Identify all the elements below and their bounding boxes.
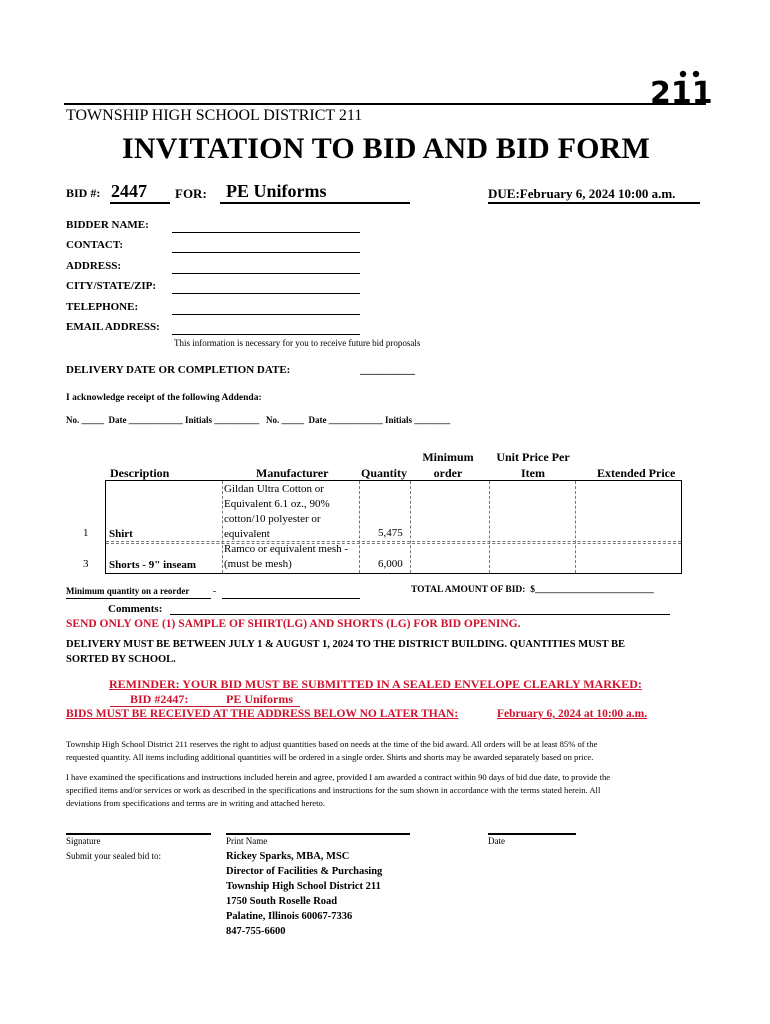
row-2-manufacturer <box>224 542 348 572</box>
col-divider <box>410 481 411 573</box>
contact-city: Palatine, Illinois 60067-7336 <box>226 911 353 922</box>
manufacturer-line: Ramco or equivalent mesh - <box>224 543 349 555</box>
due-label: DUE: <box>488 186 520 201</box>
sample-note: SEND ONLY ONE (1) SAMPLE OF SHIRT(LG) AND SHORTS (LG) FOR BID OPENING. <box>66 618 521 630</box>
header-unit-price-line2: Item <box>521 466 545 480</box>
paragraph-line: I have examined the specifications and instructions included herein and agree, provided I am awarded a contract within 90 days of bid due date, to provide the <box>66 772 611 782</box>
addenda-acknowledgement: I acknowledge receipt of the following Addenda: <box>66 393 262 403</box>
manufacturer-line: Equivalent 6.1 oz., 90% <box>224 498 330 510</box>
email-field[interactable] <box>172 334 360 335</box>
for-label: FOR: <box>175 186 207 201</box>
print-name-label: Print Name <box>226 836 268 846</box>
submission-address <box>226 849 382 939</box>
due-date <box>488 186 675 202</box>
row-2-number: 3 <box>83 558 89 570</box>
header-description: Description <box>110 466 170 480</box>
header-quantity: Quantity <box>361 466 408 480</box>
signature-field[interactable] <box>66 833 211 835</box>
submit-label: Submit your sealed bid to: <box>66 851 161 861</box>
bidder-name-label: BIDDER NAME: <box>66 219 149 231</box>
min-reorder-dash: - <box>213 586 216 596</box>
col-divider <box>359 481 360 573</box>
city-state-zip-label: CITY/STATE/ZIP: <box>66 280 157 292</box>
contact-organization: Township High School District 211 <box>226 881 381 892</box>
paragraph-line: deviations from specifications and terms are in writing and attached hereto. <box>66 798 325 808</box>
reminder-item: PE Uniforms <box>226 692 293 706</box>
header-extended-price: Extended Price <box>597 466 676 480</box>
district-logo-graphic <box>650 70 713 111</box>
reminder-line1: REMINDER: YOUR BID MUST BE SUBMITTED IN A SEALED ENVELOPE CLEARLY MARKED: <box>109 677 642 691</box>
paragraph-line: requested quantity. All items including additional quantities will be ordered in a single order. Shirts and shorts may be awarded separately based on price. <box>66 752 594 762</box>
bid-label: BID #: <box>66 186 101 200</box>
reminder-underline <box>110 706 300 707</box>
reminder-line3-right: February 6, 2024 at 10:00 a.m. <box>497 708 648 720</box>
contact-name: Rickey Sparks, MBA, MSC <box>226 851 350 862</box>
bid-number-underline <box>110 202 170 204</box>
bid-number: 2447 <box>111 181 147 201</box>
row-2-description: Shorts - 9" inseam <box>109 559 197 571</box>
reminder-bid-number: BID #2447: <box>130 692 189 706</box>
header-minimum-line1: Minimum <box>422 450 474 464</box>
delivery-note-line2: SORTED BY SCHOOL. <box>66 654 176 665</box>
telephone-label: TELEPHONE: <box>66 301 139 313</box>
page-title: INVITATION TO BID AND BID FORM <box>122 132 651 165</box>
row-1-manufacturer <box>224 482 330 542</box>
comments-label: Comments: <box>108 603 163 615</box>
signature-label: Signature <box>66 836 101 846</box>
col-divider <box>575 481 576 573</box>
manufacturer-line: equivalent <box>224 528 270 540</box>
row-1-quantity: 5,475 <box>378 527 403 539</box>
header-rule <box>64 103 706 105</box>
contact-label: CONTACT: <box>66 239 124 251</box>
date-label: Date <box>488 836 505 846</box>
paragraph-line: specified items and/or services or work as described in the specifications and instructions for the sum shown in accordance with the terms stated herein. All <box>66 785 601 795</box>
district-name: TOWNSHIP HIGH SCHOOL DISTRICT 211 <box>66 107 363 124</box>
min-reorder-underline <box>66 598 211 599</box>
contact-phone: 847-755-6600 <box>226 926 286 937</box>
print-name-field[interactable] <box>226 833 410 835</box>
row-1-description: Shirt <box>109 528 133 540</box>
row-2-quantity: 6,000 <box>378 558 403 570</box>
contact-street: 1750 South Roselle Road <box>226 896 338 907</box>
contact-field[interactable] <box>172 252 360 253</box>
header-minimum-order <box>422 449 474 481</box>
delivery-date-label: DELIVERY DATE OR COMPLETION DATE: <box>66 364 291 376</box>
header-unit-price-line1: Unit Price Per <box>496 450 570 464</box>
manufacturer-line: (must be mesh) <box>224 558 292 570</box>
due-underline <box>488 202 700 204</box>
row-divider <box>106 541 681 542</box>
manufacturer-line: cotton/10 polyester or <box>224 513 321 525</box>
city-state-zip-field[interactable] <box>172 293 360 294</box>
svg-text:211: 211 <box>650 76 713 111</box>
col-divider <box>222 481 223 573</box>
contact-title: Director of Facilities & Purchasing <box>226 866 383 877</box>
min-reorder-field[interactable] <box>222 598 360 599</box>
total-amount[interactable]: TOTAL AMOUNT OF BID: $_________________________ <box>411 585 654 595</box>
district-logo <box>650 70 713 111</box>
agreement-paragraph <box>66 771 610 810</box>
date-field[interactable] <box>488 833 576 835</box>
row-1-number: 1 <box>83 527 89 539</box>
bidder-name-field[interactable] <box>172 232 360 233</box>
for-value-underline <box>220 202 410 204</box>
addenda-line[interactable]: No. _____ Date ____________ Initials __________ No. _____ Date ____________ Initials ________ <box>66 415 451 425</box>
adjust-quantities-paragraph <box>66 738 597 764</box>
delivery-note-line1: DELIVERY MUST BE BETWEEN JULY 1 & AUGUST 1, 2024 TO THE DISTRICT BUILDING. QUANTITIES MUST BE <box>66 639 626 650</box>
due-value: February 6, 2024 10:00 a.m. <box>519 186 676 201</box>
header-manufacturer: Manufacturer <box>256 466 329 480</box>
row-divider <box>106 543 681 544</box>
header-minimum-line2: order <box>433 466 463 480</box>
telephone-field[interactable] <box>172 314 360 315</box>
header-unit-price <box>490 449 576 481</box>
reminder-line3-left: BIDS MUST BE RECEIVED AT THE ADDRESS BELOW NO LATER THAN: <box>66 708 459 720</box>
manufacturer-line: Gildan Ultra Cotton or <box>224 483 324 495</box>
email-label: EMAIL ADDRESS: <box>66 321 160 333</box>
comments-field[interactable] <box>170 614 670 615</box>
col-divider <box>489 481 490 573</box>
address-field[interactable] <box>172 273 360 274</box>
paragraph-line: Township High School District 211 reserves the right to adjust quantities based on needs at the time of the bid award. All orders will be at least 85% of the <box>66 739 598 749</box>
delivery-date-field[interactable]: __________ <box>360 364 415 376</box>
address-label: ADDRESS: <box>66 260 122 272</box>
for-value: PE Uniforms <box>226 181 327 201</box>
min-reorder-label: Minimum quantity on a reorder <box>66 586 190 596</box>
email-note: This information is necessary for you to receive future bid proposals <box>174 338 421 348</box>
